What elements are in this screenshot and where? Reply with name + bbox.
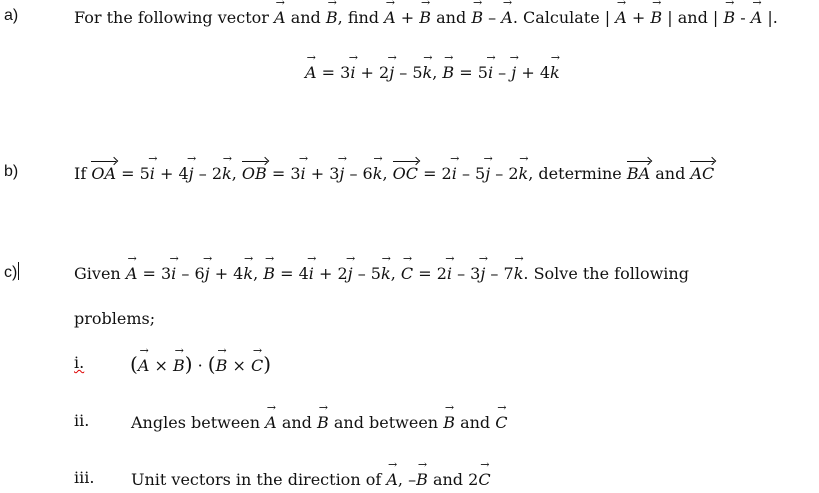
item-ii-text: Angles between → A and → B and between → B and → C bbox=[131, 413, 508, 432]
text-cursor bbox=[18, 262, 19, 280]
question-c-problems: problems; bbox=[74, 309, 156, 328]
question-b-label: b) bbox=[4, 163, 19, 180]
question-b-text: If OA = 5→ i + 4→ j – 2→ k, OB = 3→ i + 3→ j – 6→ k, OC = 2→ i – 5→ j – 2→ k, determine BA and AC bbox=[74, 164, 714, 183]
question-c-text: Given → A = 3→ i – 6→ j + 4→ k, → B = 4→ i + 2→ j – 5→ k, → C = 2→ i – 3→ j – 7→ k. Solve the following bbox=[74, 264, 689, 283]
question-c-label: c) bbox=[4, 264, 18, 281]
item-ii-number: ii. bbox=[74, 411, 90, 430]
question-a-label: a) bbox=[4, 7, 19, 24]
item-iii-number: iii. bbox=[74, 468, 95, 487]
item-i-expression: (→ A × → B) · (→ B × → C) bbox=[130, 352, 271, 376]
question-a-equation: → A = 3→ i + 2→ j – 5→ k, → B = 5→ i – → j + 4→ k bbox=[305, 63, 560, 82]
item-iii-text: Unit vectors in the direction of → A, –→ B and 2→ C bbox=[131, 470, 491, 489]
item-i-number: i. bbox=[74, 353, 85, 372]
question-a-text: For the following vector → A and → B, find → A + → B and → B – → A. Calculate | → A + → B | and | → B - → A |. bbox=[74, 8, 778, 27]
